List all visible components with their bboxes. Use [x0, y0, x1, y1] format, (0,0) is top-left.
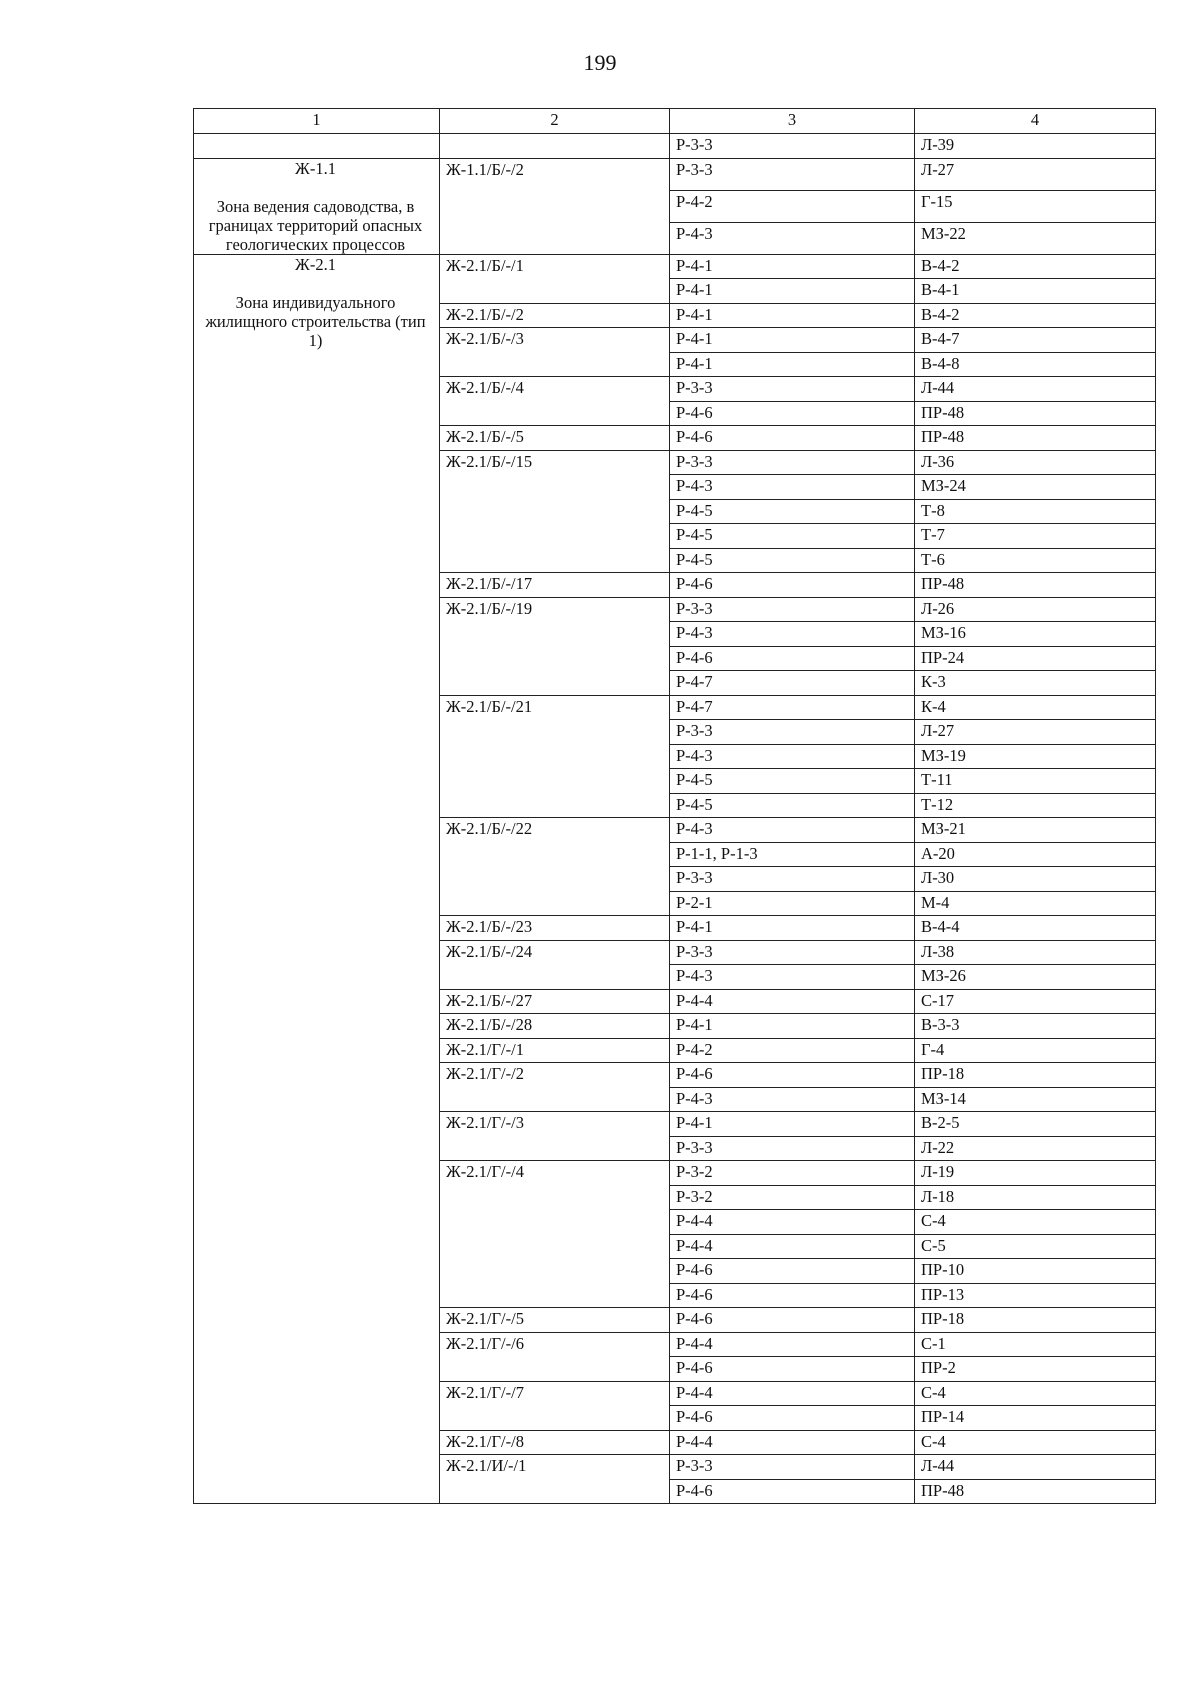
subzone-code: Ж-2.1/И/-/1 — [440, 1455, 670, 1504]
object-code: ПР-48 — [915, 426, 1156, 451]
subzone-code: Ж-2.1/Б/-/5 — [440, 426, 670, 451]
restriction-code: Р-4-6 — [670, 1479, 915, 1504]
subzone-code: Ж-2.1/Г/-/2 — [440, 1063, 670, 1112]
object-code: К-4 — [915, 695, 1156, 720]
object-code: ПР-14 — [915, 1406, 1156, 1431]
object-code: Л-44 — [915, 1455, 1156, 1480]
object-code: Л-38 — [915, 940, 1156, 965]
header-cell: 2 — [440, 109, 670, 134]
object-code: В-4-8 — [915, 352, 1156, 377]
restriction-code: Р-4-6 — [670, 1406, 915, 1431]
object-code: ПР-24 — [915, 646, 1156, 671]
object-code: МЗ-26 — [915, 965, 1156, 990]
subzone-code: Ж-2.1/Б/-/27 — [440, 989, 670, 1014]
restriction-code: Р-3-2 — [670, 1185, 915, 1210]
restriction-code: Р-4-1 — [670, 1112, 915, 1137]
subzone-code: Ж-2.1/Г/-/7 — [440, 1381, 670, 1430]
restriction-code: Р-4-2 — [670, 190, 915, 222]
object-code: Л-30 — [915, 867, 1156, 892]
zone-cell — [194, 254, 440, 1504]
subzone-code: Ж-2.1/Б/-/23 — [440, 916, 670, 941]
restriction-code: Р-4-6 — [670, 1308, 915, 1333]
subzone-code: Ж-2.1/Б/-/4 — [440, 377, 670, 426]
restriction-code: Р-1-1, Р-1-3 — [670, 842, 915, 867]
object-code: МЗ-21 — [915, 818, 1156, 843]
subzone-code: Ж-2.1/Б/-/3 — [440, 328, 670, 377]
object-code: Л-27 — [915, 158, 1156, 190]
subzone-code: Ж-2.1/Б/-/28 — [440, 1014, 670, 1039]
subzone-code: Ж-2.1/Б/-/2 — [440, 303, 670, 328]
restriction-code: Р-4-2 — [670, 1038, 915, 1063]
object-code: К-3 — [915, 671, 1156, 696]
object-code: Л-22 — [915, 1136, 1156, 1161]
object-code: ПР-48 — [915, 401, 1156, 426]
restriction-code: Р-4-5 — [670, 524, 915, 549]
object-code: Т-11 — [915, 769, 1156, 794]
object-code: С-4 — [915, 1381, 1156, 1406]
subzone-code: Ж-2.1/Б/-/17 — [440, 573, 670, 598]
subzone-code: Ж-2.1/Б/-/19 — [440, 597, 670, 695]
restriction-code: Р-4-3 — [670, 965, 915, 990]
restriction-code: Р-4-4 — [670, 1332, 915, 1357]
zone-code: Ж-2.1 — [295, 254, 336, 274]
object-code: В-4-2 — [915, 254, 1156, 279]
restriction-code: Р-4-1 — [670, 279, 915, 304]
restriction-code: Р-4-6 — [670, 426, 915, 451]
object-code: С-4 — [915, 1210, 1156, 1235]
object-code: Т-7 — [915, 524, 1156, 549]
header-cell: 1 — [194, 109, 440, 134]
table-row — [194, 158, 1156, 190]
object-code: В-2-5 — [915, 1112, 1156, 1137]
object-code: МЗ-16 — [915, 622, 1156, 647]
object-code: МЗ-24 — [915, 475, 1156, 500]
restriction-code: Р-4-3 — [670, 222, 915, 254]
object-code: С-4 — [915, 1430, 1156, 1455]
restriction-code: Р-4-3 — [670, 1087, 915, 1112]
restriction-code: Р-4-5 — [670, 499, 915, 524]
subzone-code: Ж-2.1/Б/-/21 — [440, 695, 670, 818]
restriction-code: Р-4-4 — [670, 1381, 915, 1406]
subzone-code: Ж-2.1/Г/-/6 — [440, 1332, 670, 1381]
restriction-code: Р-4-6 — [670, 646, 915, 671]
restriction-code: Р-4-1 — [670, 352, 915, 377]
subzone-code: Ж-2.1/Б/-/24 — [440, 940, 670, 989]
object-code: С-5 — [915, 1234, 1156, 1259]
zone-cell — [194, 134, 440, 159]
restriction-code: Р-4-4 — [670, 1234, 915, 1259]
object-code: С-17 — [915, 989, 1156, 1014]
header-row — [194, 109, 1156, 134]
restriction-code: Р-4-6 — [670, 1259, 915, 1284]
object-code: Т-8 — [915, 499, 1156, 524]
object-code: Л-18 — [915, 1185, 1156, 1210]
restriction-code: Р-4-5 — [670, 793, 915, 818]
restriction-code: Р-4-6 — [670, 1283, 915, 1308]
header-cell: 4 — [915, 109, 1156, 134]
restriction-code: Р-4-3 — [670, 622, 915, 647]
restriction-code: Р-4-1 — [670, 328, 915, 353]
restriction-code: Р-4-1 — [670, 1014, 915, 1039]
object-code: ПР-18 — [915, 1063, 1156, 1088]
object-code: Т-6 — [915, 548, 1156, 573]
restriction-code: Р-4-7 — [670, 671, 915, 696]
subzone-code — [440, 134, 670, 159]
restriction-code: Р-3-3 — [670, 377, 915, 402]
restriction-code: Р-4-5 — [670, 769, 915, 794]
restriction-code: Р-4-4 — [670, 1430, 915, 1455]
restriction-code: Р-3-3 — [670, 720, 915, 745]
restriction-code: Р-4-6 — [670, 1063, 915, 1088]
object-code: В-4-1 — [915, 279, 1156, 304]
header-cell: 3 — [670, 109, 915, 134]
object-code: ПР-2 — [915, 1357, 1156, 1382]
restriction-code: Р-4-1 — [670, 303, 915, 328]
subzone-code: Ж-2.1/Г/-/8 — [440, 1430, 670, 1455]
object-code: Л-27 — [915, 720, 1156, 745]
restriction-code: Р-3-3 — [670, 158, 915, 190]
object-code: Л-39 — [915, 134, 1156, 159]
restriction-code: Р-3-3 — [670, 867, 915, 892]
table-row — [194, 254, 1156, 279]
object-code: Т-12 — [915, 793, 1156, 818]
object-code: Г-4 — [915, 1038, 1156, 1063]
object-code: Л-26 — [915, 597, 1156, 622]
restriction-code: Р-4-1 — [670, 916, 915, 941]
restriction-code: Р-3-3 — [670, 1455, 915, 1480]
subzone-code: Ж-2.1/Г/-/3 — [440, 1112, 670, 1161]
restriction-code: Р-4-7 — [670, 695, 915, 720]
object-code: В-4-7 — [915, 328, 1156, 353]
object-code: В-4-2 — [915, 303, 1156, 328]
zone-cell — [194, 158, 440, 254]
restriction-code: Р-4-3 — [670, 744, 915, 769]
object-code: Л-44 — [915, 377, 1156, 402]
object-code: А-20 — [915, 842, 1156, 867]
restriction-code: Р-3-3 — [670, 1136, 915, 1161]
restriction-code: Р-4-3 — [670, 818, 915, 843]
object-code: ПР-48 — [915, 1479, 1156, 1504]
object-code: МЗ-19 — [915, 744, 1156, 769]
table-row — [194, 134, 1156, 159]
object-code: МЗ-14 — [915, 1087, 1156, 1112]
subzone-code: Ж-1.1/Б/-/2 — [440, 158, 670, 254]
zoning-table — [193, 108, 1156, 1504]
zone-code: Ж-1.1 — [295, 158, 336, 178]
zone-description: Зона ведения садоводства, в границах территорий опасных геологических процессов — [208, 196, 423, 254]
restriction-code: Р-4-6 — [670, 1357, 915, 1382]
subzone-code: Ж-2.1/Б/-/1 — [440, 254, 670, 303]
object-code: ПР-10 — [915, 1259, 1156, 1284]
object-code: В-3-3 — [915, 1014, 1156, 1039]
restriction-code: Р-3-2 — [670, 1161, 915, 1186]
restriction-code: Р-4-6 — [670, 401, 915, 426]
object-code: В-4-4 — [915, 916, 1156, 941]
restriction-code: Р-4-1 — [670, 254, 915, 279]
object-code: МЗ-22 — [915, 222, 1156, 254]
subzone-code: Ж-2.1/Б/-/15 — [440, 450, 670, 573]
zone-description: Зона индивидуального жилищного строительства (тип 1) — [205, 292, 426, 350]
restriction-code: Р-4-3 — [670, 475, 915, 500]
restriction-code: Р-3-3 — [670, 134, 915, 159]
object-code: ПР-48 — [915, 573, 1156, 598]
restriction-code: Р-3-3 — [670, 597, 915, 622]
object-code: ПР-13 — [915, 1283, 1156, 1308]
restriction-code: Р-3-3 — [670, 450, 915, 475]
object-code: Г-15 — [915, 190, 1156, 222]
subzone-code: Ж-2.1/Б/-/22 — [440, 818, 670, 916]
object-code: М-4 — [915, 891, 1156, 916]
restriction-code: Р-4-6 — [670, 573, 915, 598]
restriction-code: Р-4-4 — [670, 1210, 915, 1235]
restriction-code: Р-4-4 — [670, 989, 915, 1014]
subzone-code: Ж-2.1/Г/-/4 — [440, 1161, 670, 1308]
object-code: С-1 — [915, 1332, 1156, 1357]
object-code: Л-19 — [915, 1161, 1156, 1186]
subzone-code: Ж-2.1/Г/-/5 — [440, 1308, 670, 1333]
page-number: 199 — [583, 50, 617, 75]
subzone-code: Ж-2.1/Г/-/1 — [440, 1038, 670, 1063]
object-code: ПР-18 — [915, 1308, 1156, 1333]
object-code: Л-36 — [915, 450, 1156, 475]
restriction-code: Р-2-1 — [670, 891, 915, 916]
restriction-code: Р-4-5 — [670, 548, 915, 573]
restriction-code: Р-3-3 — [670, 940, 915, 965]
